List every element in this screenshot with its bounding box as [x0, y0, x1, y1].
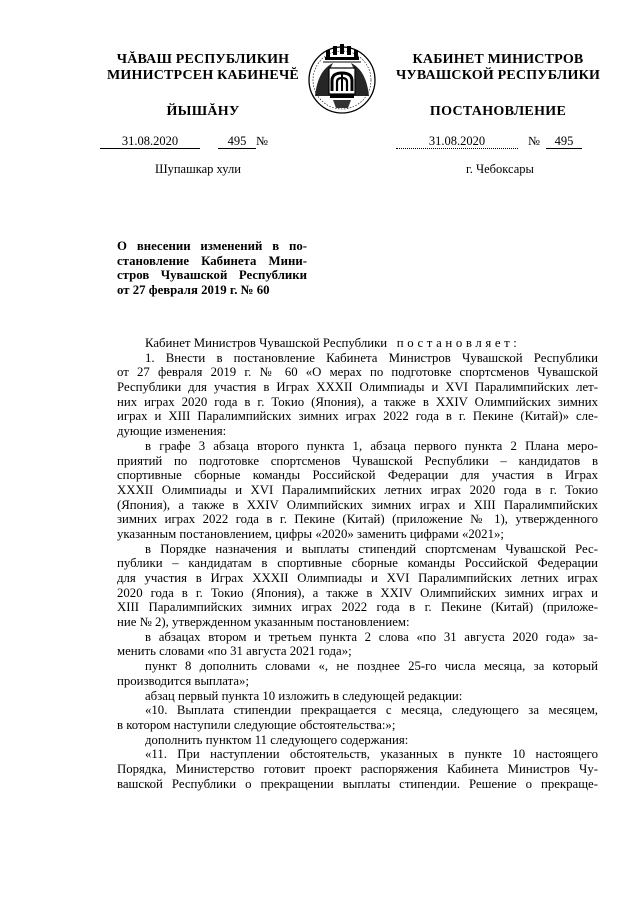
body-line: них играх 2020 года в г. Токио (Япония), а также в XXIV Олимпийских зимних	[117, 394, 598, 409]
left-place: Шупашкар хули	[155, 162, 241, 176]
left-number: 495	[218, 134, 256, 149]
subject-line: О внесении изменений в по-	[117, 239, 307, 253]
body-line: XIII Паралимпийских зимних играх 2022 года в г. Пекине (Китай) (приложе-	[117, 600, 598, 615]
body-line: дополнить пунктом 11 следующего содержания:	[145, 732, 409, 747]
body-line: пункт 8 дополнить словами «, не позднее 25-го числа месяца, за который	[145, 659, 598, 674]
right-number: 495	[546, 134, 582, 149]
left-org-line1: ЧĂВАШ РЕСПУБЛИКИН	[116, 52, 290, 67]
body-line: публики – кандидатам в спортивные сборные команды Российской Федерации	[117, 556, 598, 571]
right-org-line1: КАБИНЕТ МИНИСТРОВ	[412, 52, 584, 67]
body-line: указанным постановлением, цифры «2020» заменить цифрами «2021»;	[117, 526, 504, 541]
left-number-row	[100, 134, 268, 148]
left-no-sign: №	[256, 134, 268, 148]
subject-line: стров Чувашской Республики	[117, 268, 307, 283]
body-line: играх и XIII Паралимпийских зимних играх 2022 года в г. Пекине (Китай)» сле-	[117, 409, 598, 424]
russian-header	[393, 52, 603, 120]
body-line: приятий по подготовке спортсменов Чувашской Республики – кандидатов в	[117, 453, 598, 468]
chuvash-header	[96, 52, 310, 120]
body-line: Республики для участия в Играх XXXII Олимпиады и XVI Паралимпийских лет-	[117, 380, 598, 395]
right-doctype: ПОСТАНОВЛЕНИЕ	[429, 104, 567, 119]
body-line: вашской Республики о прекращении выплаты стипендии. Решение о прекраще-	[117, 776, 598, 791]
right-org-line2: ЧУВАШСКОЙ РЕСПУБЛИКИ	[395, 68, 601, 83]
body-line: 2020 года в г. Токио (Япония), а также в XXIV Олимпийских зимних играх и	[117, 585, 598, 600]
subject-line: от 27 февраля 2019 г. № 60	[117, 283, 270, 298]
body-line: в Порядке назначения и выплаты стипендий спортсменам Чувашской Рес-	[145, 541, 598, 556]
right-number-row	[396, 134, 582, 148]
body-line: Порядка, Министерство готовит проект распоряжения Кабинета Министров Чу-	[117, 761, 598, 776]
subject-line: становление Кабинета Мини-	[117, 253, 307, 268]
right-no-sign: №	[528, 134, 540, 148]
body-opening-text: Кабинет Министров Чувашской Республики	[145, 336, 388, 350]
body-line: в графе 3 абзаца второго пункта 1, абзаца первого пункта 2 Плана меро-	[145, 438, 598, 453]
left-date: 31.08.2020	[100, 134, 200, 149]
body-line: в котором наступили следующие обстоятельства:»;	[117, 717, 396, 732]
body-line: «10. Выплата стипендии прекращается с месяца, следующего за месяцем,	[145, 703, 598, 718]
body-line: менить словами «по 31 августа 2021 года»;	[117, 644, 352, 659]
body-line: в абзацах втором и третьем пункта 2 слова «по 31 августа 2020 года» за-	[145, 629, 598, 644]
left-doctype: ЙЫШĂНУ	[166, 104, 240, 119]
document-subject	[117, 239, 307, 298]
body-line: 1. Внести в постановление Кабинета Министров Чувашской Республики	[145, 350, 598, 365]
resolves-word: постановляет:	[396, 336, 521, 350]
body-line: спортивные сборные команды Российской Федерации для участия в Играх	[117, 468, 598, 483]
right-date: 31.08.2020	[396, 134, 518, 149]
body-line: производится выплата»;	[117, 673, 250, 688]
body-line	[117, 336, 598, 351]
document-body	[117, 336, 598, 791]
body-line: «11. При наступлении обстоятельств, указанных в пункте 10 настоящего	[145, 747, 598, 762]
body-line: XXXII Олимпиады и XVI Паралимпийских летних играх 2020 года в г. Токио	[117, 482, 598, 497]
right-place: г. Чебоксары	[466, 162, 534, 176]
body-line: ние № 2), утвержденном указанным постановлением:	[117, 615, 410, 630]
body-line: от 27 февраля 2019 г. № 60 «О мерах по подготовке спортсменов Чувашской	[117, 365, 598, 380]
chuvash-coat-of-arms-icon	[303, 38, 381, 116]
body-line: зимних играх 2022 года в г. Пекине (Китай) (приложение № 1), утвержденного	[117, 512, 598, 527]
body-line: абзац первый пункта 10 изложить в следующей редакции:	[145, 688, 463, 703]
left-org-line2: МИНИСТРСЕН КАБИНЕЧĔ	[107, 68, 299, 83]
body-line: для участия в Играх XXXII Олимпиады и XVI Паралимпийских летних играх	[117, 571, 598, 585]
body-line: дующие изменения:	[117, 424, 227, 439]
body-line: (Япония), а также в XXIV Олимпийских зимних играх и XIII Паралимпийских	[117, 497, 598, 512]
